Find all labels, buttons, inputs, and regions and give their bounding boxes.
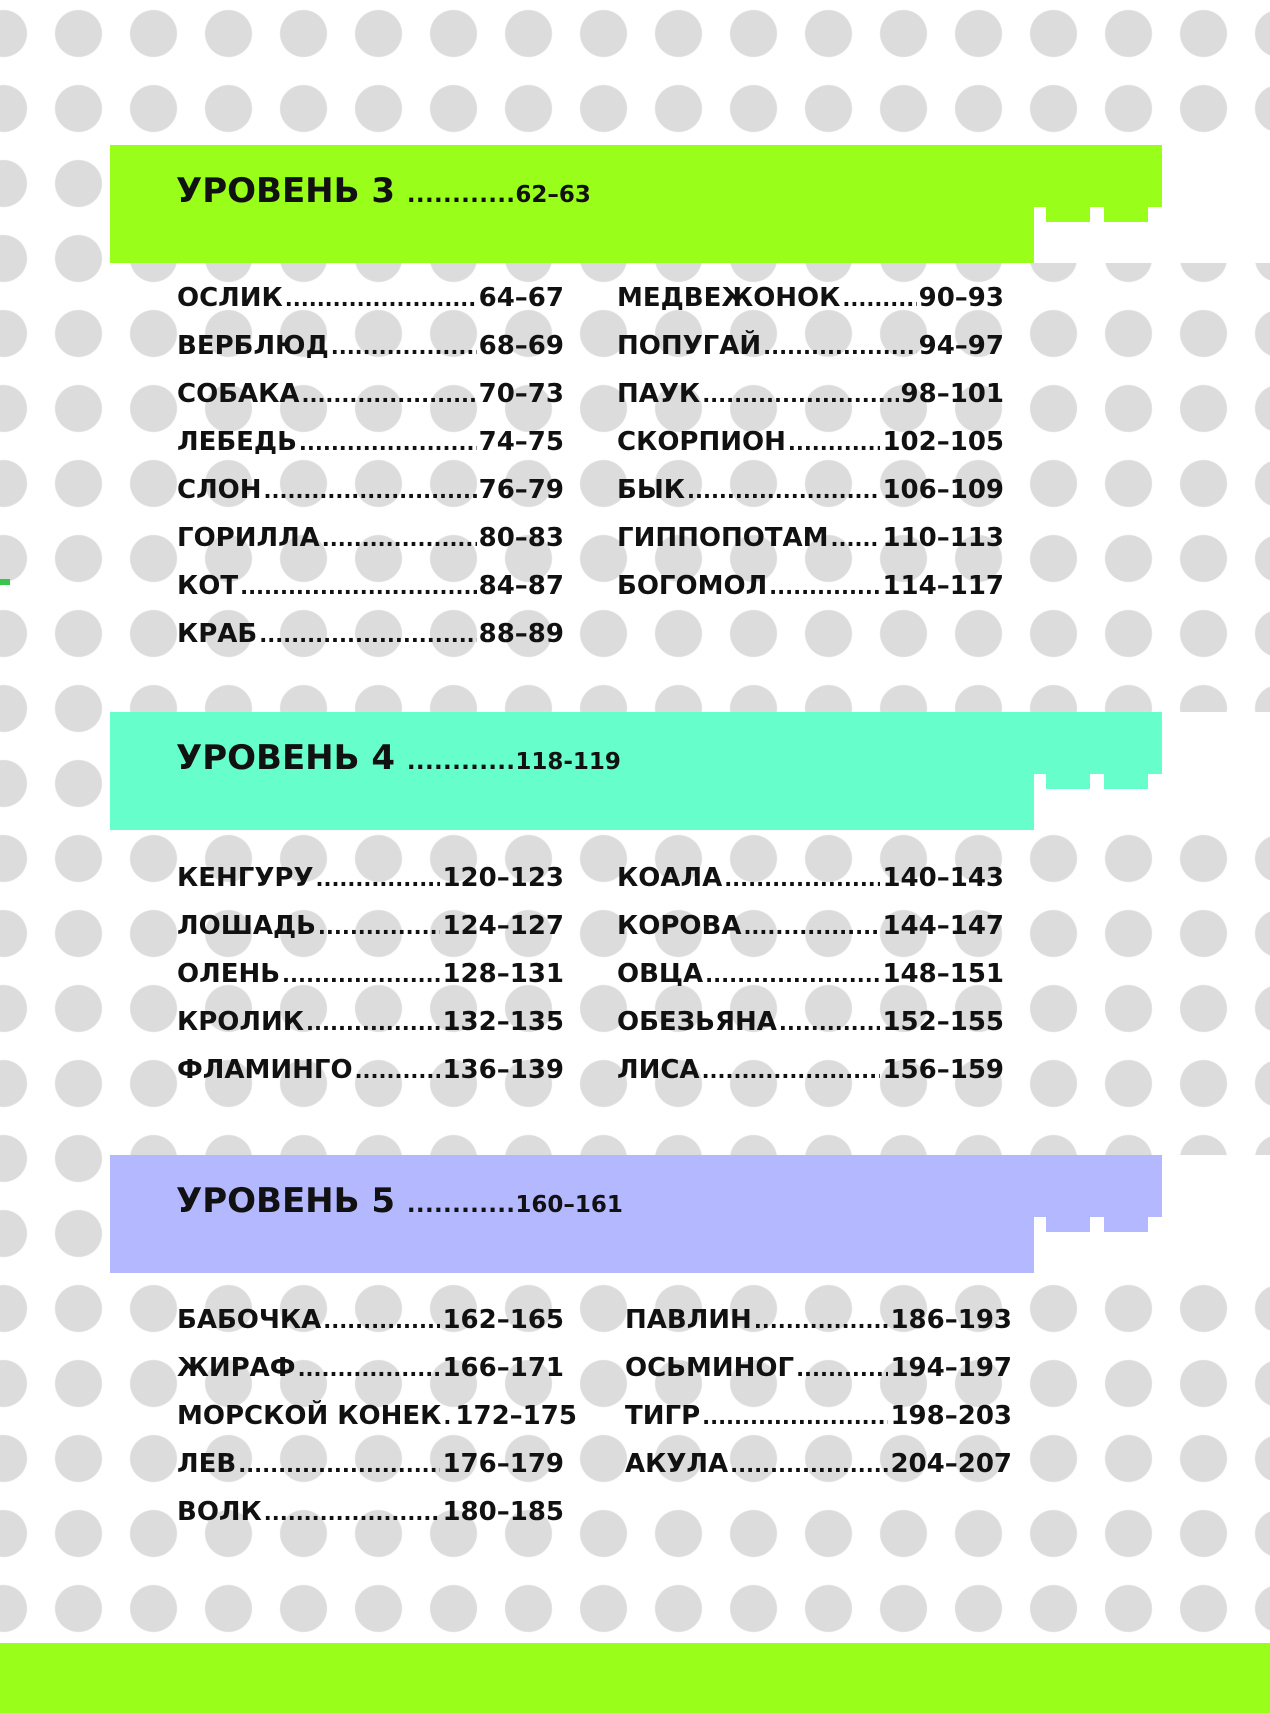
entry-name: КЕНГУРУ	[177, 863, 314, 893]
toc-entry[interactable]	[625, 1353, 1012, 1401]
entry-name: ВЕРБЛЮД	[177, 331, 329, 361]
entry-name: КРАБ	[177, 619, 258, 649]
entry-leader	[702, 1059, 881, 1083]
entry-name: СКОРПИОН	[617, 427, 786, 457]
entry-pages: 68–69	[478, 331, 564, 361]
entry-name: ЛЕБЕДЬ	[177, 427, 297, 457]
level-3-title-pages: 62–63	[515, 182, 591, 208]
entry-leader	[240, 575, 477, 599]
level-4-title-leader: ............	[406, 749, 516, 775]
entry-name: СОБАКА	[177, 379, 300, 409]
castle-crenellation-decoration	[1034, 1155, 1270, 1273]
entry-name: СЛОН	[177, 475, 262, 505]
entry-pages: 132–135	[442, 1007, 564, 1037]
entry-pages: 114–117	[882, 571, 1004, 601]
entry-leader	[323, 1309, 440, 1333]
toc-entry[interactable]	[617, 959, 1004, 1007]
toc-entry[interactable]	[177, 959, 564, 1007]
entry-leader	[831, 527, 881, 551]
entry-pages: 186–193	[890, 1305, 1012, 1335]
entry-pages: 80–83	[478, 523, 564, 553]
entry-name: ПОПУГАЙ	[617, 331, 762, 361]
entry-pages: 64–67	[478, 283, 564, 313]
entry-name: ЖИРАФ	[177, 1353, 296, 1383]
entry-leader	[306, 1011, 440, 1035]
entry-leader	[318, 915, 441, 939]
toc-entry[interactable]	[177, 379, 564, 427]
level-3-title-text: УРОВЕНЬ 3	[176, 171, 396, 211]
entry-leader	[730, 1453, 888, 1477]
entry-leader	[298, 1357, 441, 1381]
toc-entry[interactable]	[177, 619, 564, 667]
entry-name: ОСЛИК	[177, 283, 283, 313]
entry-name: ОВЦА	[617, 959, 704, 989]
entry-name: ОЛЕНЬ	[177, 959, 281, 989]
entry-leader	[842, 287, 916, 311]
entry-pages: 128–131	[442, 959, 564, 989]
entry-leader	[331, 335, 477, 359]
level-3-header-band	[110, 145, 1270, 263]
toc-entry[interactable]	[177, 1007, 564, 1055]
entry-leader	[264, 1501, 441, 1525]
entry-name: ГИППОПОТАМ	[617, 523, 829, 553]
entry-name: ОСЬМИНОГ	[625, 1353, 795, 1383]
entry-pages: 90–93	[918, 283, 1004, 313]
entry-pages: 94–97	[918, 331, 1004, 361]
level-5-header-band	[110, 1155, 1270, 1273]
entry-pages: 102–105	[882, 427, 1004, 457]
entry-leader	[769, 575, 880, 599]
level-5-title	[176, 1181, 623, 1221]
toc-entry[interactable]	[617, 1007, 1004, 1055]
bottom-color-bar	[0, 1643, 1270, 1713]
toc-entry[interactable]	[177, 523, 564, 571]
entry-pages: 106–109	[882, 475, 1004, 505]
toc-entry[interactable]	[177, 571, 564, 619]
toc-entry[interactable]	[177, 283, 564, 331]
entry-pages: 76–79	[478, 475, 564, 505]
level-5-title-text: УРОВЕНЬ 5	[176, 1181, 396, 1221]
level-3-list-left	[177, 283, 564, 667]
entry-leader	[702, 1405, 888, 1429]
entry-name: ПАУК	[617, 379, 701, 409]
entry-leader	[285, 287, 477, 311]
entry-leader	[299, 431, 477, 455]
entry-leader	[302, 383, 477, 407]
entry-leader	[322, 527, 477, 551]
entry-name: КРОЛИК	[177, 1007, 305, 1037]
toc-entry[interactable]	[617, 1055, 1004, 1103]
entry-leader	[355, 1059, 441, 1083]
entry-leader	[796, 1357, 888, 1381]
entry-leader	[705, 963, 880, 987]
entry-name: ТИГР	[625, 1401, 701, 1431]
toc-entry[interactable]	[625, 1401, 1012, 1449]
entry-leader	[724, 867, 880, 891]
toc-entry[interactable]	[625, 1305, 1012, 1353]
page-edge-mark	[0, 579, 10, 585]
entry-pages: 98–101	[900, 379, 1004, 409]
entry-leader	[702, 383, 898, 407]
entry-pages: 180–185	[442, 1497, 564, 1527]
entry-leader	[763, 335, 917, 359]
entry-name: ВОЛК	[177, 1497, 262, 1527]
level-3-list-right	[617, 283, 1004, 619]
toc-entry[interactable]	[177, 427, 564, 475]
entry-pages: 198–203	[890, 1401, 1012, 1431]
toc-entry[interactable]	[617, 379, 1004, 427]
entry-pages: 74–75	[478, 427, 564, 457]
entry-pages: 70–73	[478, 379, 564, 409]
entry-pages: 204–207	[890, 1449, 1012, 1479]
toc-entry[interactable]	[177, 1055, 564, 1103]
entry-name: МОРСКОЙ КОНЕК	[177, 1401, 442, 1431]
toc-entry[interactable]	[177, 1449, 564, 1497]
entry-leader	[743, 915, 880, 939]
entry-leader	[282, 963, 440, 987]
castle-crenellation-decoration	[1034, 712, 1270, 830]
entry-pages: 156–159	[882, 1055, 1004, 1085]
entry-pages: 144–147	[882, 911, 1004, 941]
entry-name: БЫК	[617, 475, 686, 505]
level-5-list-left	[177, 1305, 577, 1545]
toc-entry[interactable]	[617, 571, 1004, 619]
entry-pages: 166–171	[442, 1353, 564, 1383]
entry-leader	[779, 1011, 881, 1035]
entry-pages: 88–89	[478, 619, 564, 649]
toc-entry[interactable]	[177, 911, 564, 959]
toc-entry[interactable]	[177, 331, 564, 379]
entry-name: ОБЕЗЬЯНА	[617, 1007, 777, 1037]
entry-pages: 136–139	[442, 1055, 564, 1085]
entry-pages: 194–197	[890, 1353, 1012, 1383]
level-5-title-pages: 160–161	[515, 1192, 623, 1218]
entry-pages: 152–155	[882, 1007, 1004, 1037]
entry-pages: 176–179	[442, 1449, 564, 1479]
toc-entry[interactable]	[177, 475, 564, 523]
level-4-title-text: УРОВЕНЬ 4	[176, 738, 396, 778]
entry-name: БАБОЧКА	[177, 1305, 322, 1335]
toc-entry[interactable]	[625, 1449, 1012, 1497]
toc-entry[interactable]	[617, 475, 1004, 523]
entry-leader	[443, 1405, 453, 1429]
entry-leader	[316, 867, 441, 891]
toc-entry[interactable]	[617, 331, 1004, 379]
toc-entry[interactable]	[617, 863, 1004, 911]
level-4-header-band	[110, 712, 1270, 830]
entry-pages: 148–151	[882, 959, 1004, 989]
level-4-title-pages: 118-119	[515, 749, 621, 775]
toc-entry[interactable]	[177, 1497, 564, 1545]
entry-name: ЛОШАДЬ	[177, 911, 316, 941]
entry-pages: 172–175	[455, 1401, 577, 1431]
toc-entry[interactable]	[617, 283, 1004, 331]
entry-name: БОГОМОЛ	[617, 571, 768, 601]
entry-pages: 124–127	[442, 911, 564, 941]
entry-pages: 162–165	[442, 1305, 564, 1335]
entry-leader	[259, 623, 476, 647]
entry-name: ФЛАМИНГО	[177, 1055, 353, 1085]
entry-pages: 84–87	[478, 571, 564, 601]
entry-leader	[754, 1309, 889, 1333]
entry-leader	[264, 479, 477, 503]
toc-entry[interactable]	[177, 1401, 577, 1449]
entry-pages: 120–123	[442, 863, 564, 893]
level-4-title	[176, 738, 621, 778]
entry-name: ГОРИЛЛА	[177, 523, 320, 553]
entry-name: ЛЕВ	[177, 1449, 237, 1479]
level-5-title-leader: ............	[406, 1192, 516, 1218]
toc-entry[interactable]	[617, 523, 1004, 571]
toc-entry[interactable]	[177, 1305, 564, 1353]
entry-name: КОТ	[177, 571, 239, 601]
entry-leader	[238, 1453, 440, 1477]
entry-name: ЛИСА	[617, 1055, 700, 1085]
level-4-list-left	[177, 863, 564, 1103]
entry-name: КОРОВА	[617, 911, 742, 941]
entry-pages: 140–143	[882, 863, 1004, 893]
toc-entry[interactable]	[617, 911, 1004, 959]
level-4-list-right	[617, 863, 1004, 1103]
entry-name: ПАВЛИН	[625, 1305, 752, 1335]
entry-leader	[687, 479, 880, 503]
entry-leader	[788, 431, 881, 455]
toc-entry[interactable]	[617, 427, 1004, 475]
level-5-list-right	[625, 1305, 1012, 1497]
entry-name: КОАЛА	[617, 863, 723, 893]
level-3-title	[176, 171, 591, 211]
entry-pages: 110–113	[882, 523, 1004, 553]
level-3-title-leader: ............	[406, 182, 516, 208]
entry-name: АКУЛА	[625, 1449, 729, 1479]
entry-name: МЕДВЕЖОНОК	[617, 283, 841, 313]
toc-entry[interactable]	[177, 1353, 564, 1401]
castle-crenellation-decoration	[1034, 145, 1270, 263]
toc-entry[interactable]	[177, 863, 564, 911]
